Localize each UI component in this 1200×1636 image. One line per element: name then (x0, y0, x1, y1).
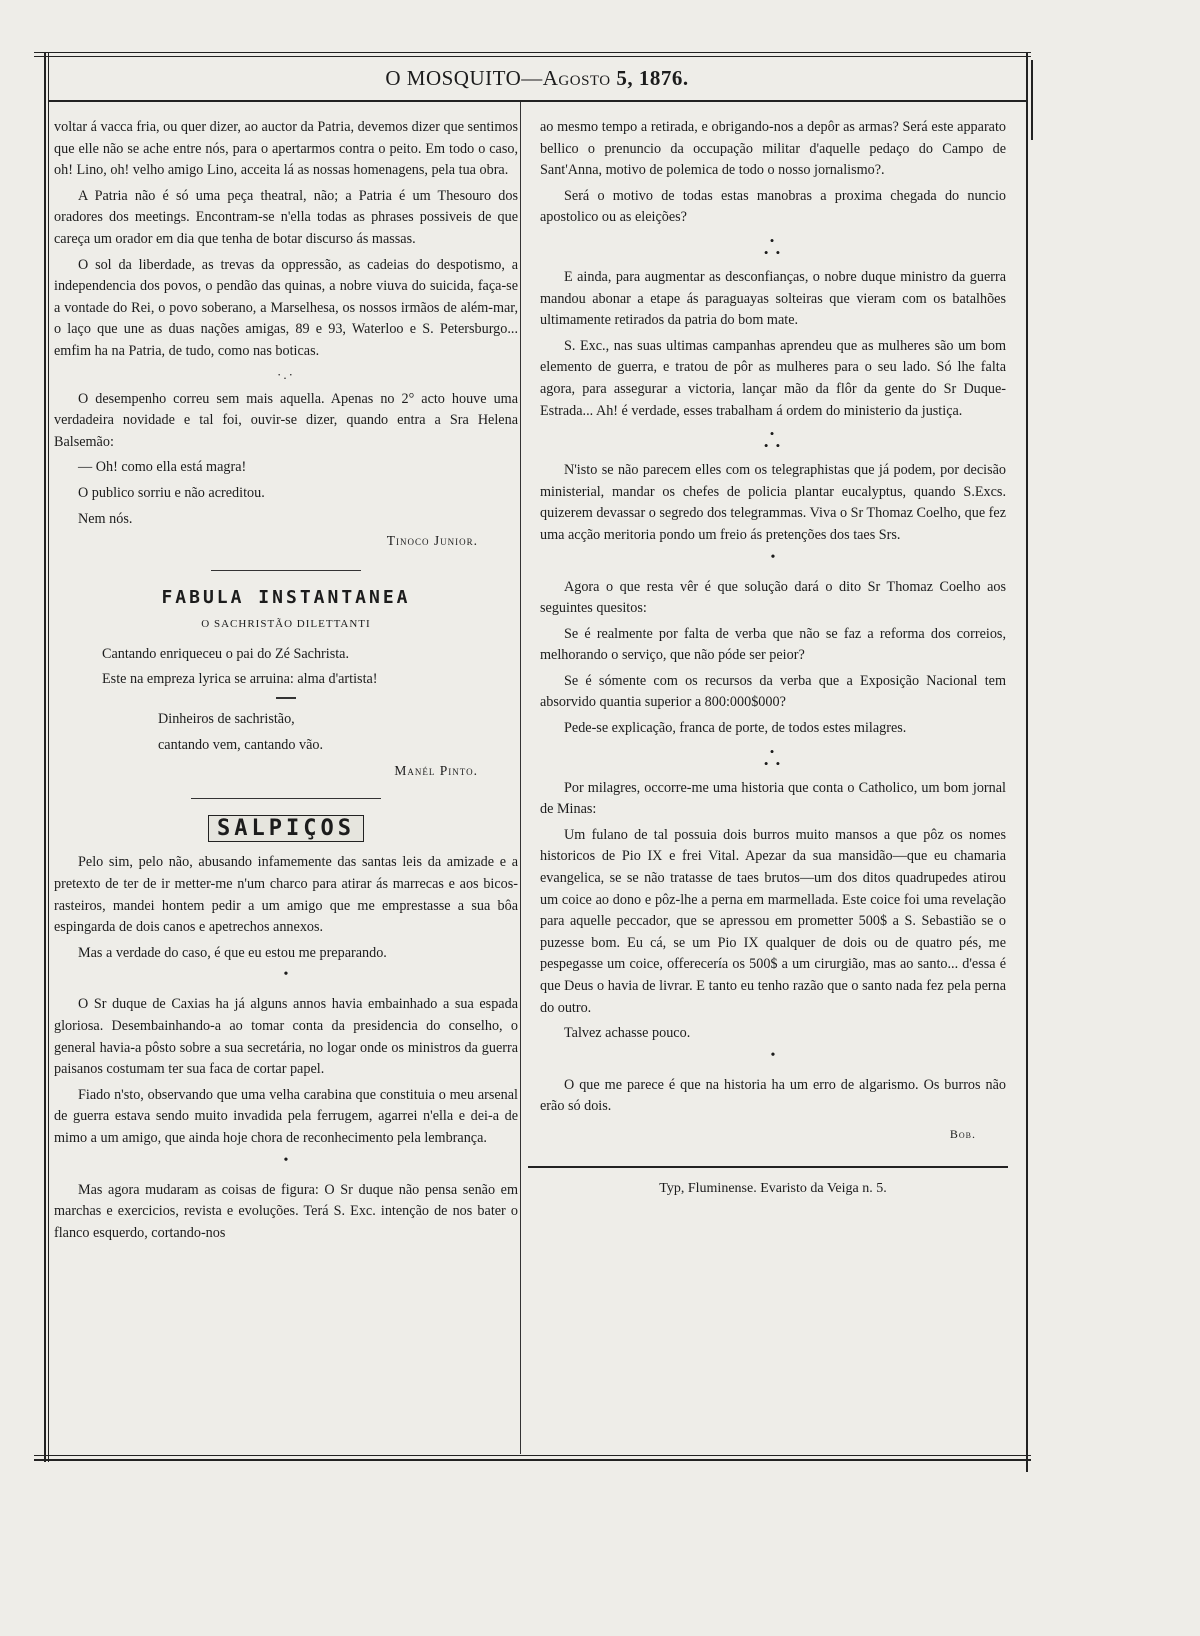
header-month: Agosto (542, 66, 611, 90)
paragraph: Mas agora mudaram as coisas de figura: O Sr duque não pensa senão em marchas e exercicios, revista e evoluções. Terá S. Exc. intenção de nos bater o flanco esquerdo, cortando-nos (54, 1181, 518, 1241)
paragraph: Um fulano de tal possuia dois burros muito mansos a que pôz os nomes historicos de Pio IX e frei Vital. Apezar da sua mansidão—que eu chamaria evangelica, se se não tratasse de taes brutos—um dos ditos quadrupedes atirou um coice ao dono e pôz-lhe a perna em marmellada. Este coice foi uma revelação para aquelle peccador, que se apressou em prometter 500$ a S. Sebastião se o puzesse bom. Eu cá, se um Pio IX qualquer de dois ou de quatro pés, me pespegasse um coice, offerecería os 500$ a um cirurgião, mas ao santo... d'essa é que Deus o havia de livrar. E tanto eu tenho razão que o santo nada fez pela perna do outro. (540, 826, 1006, 1016)
paragraph: N'isto se não parecem elles com os telegraphistas que já podem, por decisão ministerial, mandar os chefes de policia plantar eucalyptus, quando S.Excs. quizerem devassar o segredo dos telegrammas. Viva o Sr Thomaz Coelho, que fez uma acção meritoria pondo um freio ás pretenções dos taes Srs. (540, 462, 1006, 543)
verse-line: Este na empreza lyrica se arruina: alma d'artista! (102, 671, 378, 688)
paragraph: Pelo sim, pelo não, abusando infamemente das santas leis da amizade e a pretexto de ter de ir metter-me n'um charco para atirar ás marrecas e aos bicos-rasteiros, mandei hontem pedir a um amigo que me emprestasse a sua bôa espingarda de dois canos e apetrechos annexos. (54, 854, 518, 936)
separator-dots: ·.· (277, 366, 295, 382)
paragraph: Se é realmente por falta de verba que não se faz a reforma dos correios, melhorando o serviço, que não póde ser peior? (540, 625, 1006, 664)
paragraph: Mas a verdade do caso, é que eu estou me preparando. (78, 944, 387, 961)
column-divider (520, 102, 521, 1454)
paragraph: Se é sómente com os recursos da verba que a Exposição Nacional tem absorvido quantia superior a 800:000$000? (540, 672, 1006, 711)
frame-rule (48, 52, 49, 1462)
paragraph: Será o motivo de todas estas manobras a proxima chegada do nuncio apostolico ou as eleições? (540, 187, 1006, 226)
paragraph: Fiado n'sto, observando que uma velha carabina que constituia o meu arsenal de guerra estava sendo muito invadida pela ferrugem, agarrei n'ella e dei-a de mimo a um amigo, que ainda hoje chora de reconhecimento pela lembrança. (54, 1086, 518, 1146)
frame-rule (34, 1459, 1031, 1461)
paragraph: Agora o que resta vêr é que solução dará o dito Sr Thomaz Coelho aos seguintes quesitos: (540, 578, 1006, 617)
frame-rule (34, 52, 1031, 53)
paragraph: Nem nós. (78, 510, 133, 527)
separator-asterism: • • • (763, 743, 783, 771)
paragraph: O publico sorriu e não acreditou. (78, 484, 265, 501)
paragraph: O Sr duque de Caxias ha já alguns annos havia embainhado a sua espada gloriosa. Desembainhando-a ao tomar conta da presidencia do conselho, o general havia-a pôsto sobre a sua secretária, no logar onde os ministros da guerra paisanos costumam ter sua faca de cortar papel. (54, 996, 518, 1078)
paragraph: — Oh! como ella está magra! (78, 459, 247, 476)
separator-asterism: • • • (763, 426, 783, 454)
frame-rule (44, 52, 46, 1462)
separator-dot: • (283, 967, 289, 983)
header-date: 5, 1876. (616, 66, 689, 90)
verse-line: Dinheiros de sachristão, (158, 711, 295, 728)
paragraph: Talvez achasse pouco. (564, 1025, 691, 1042)
verse-dash (276, 697, 296, 699)
separator-asterism: • • • (763, 232, 783, 260)
verse-line: cantando vem, cantando vão. (158, 736, 324, 753)
separator-dot: • (770, 1047, 776, 1063)
paragraph: O desempenho correu sem mais aquella. Apenas no 2° acto houve uma verdadeira novidade e tal foi, ouvir-se dizer, quando entra a Sra Helena Balsemão: (54, 390, 518, 450)
header-rule (48, 100, 1026, 102)
signature: Tinoco Junior. (386, 533, 478, 549)
paragraph: O que me parece é que na historia ha um erro de algarismo. Os burros não erão só dois. (540, 1076, 1006, 1115)
separator-dot: • (283, 1152, 289, 1168)
page-header (48, 60, 1026, 100)
salpicos-title: SALPIÇOS (208, 815, 364, 843)
paragraph: S. Exc., nas suas ultimas campanhas aprendeu que as mulheres são um bom elemento de guerra, e tratou de pôr as mulheres para o seu lado. Só lhe falta agora, para assegurar a victoria, lançar mão da flôr da gente do Sr Duque-Estrada... Ah! é verdade, esses trabalham á ordem do ministerio da justiça. (540, 337, 1006, 419)
paragraph: ao mesmo tempo a retirada, e obrigando-nos a depôr as armas? Será este apparato bellico o prenuncio da occupação militar d'aquelle pedaço do Campo de Sant'Anna, motivo de polemica de todo o nosso jornalismo?. (540, 119, 1006, 179)
right-column (540, 117, 1006, 1199)
printer-imprint: Typ, Fluminense. Evaristo da Veiga n. 5. (659, 1180, 887, 1196)
frame-rule (1031, 60, 1033, 140)
frame-rule (1026, 52, 1028, 1472)
section-rule (191, 798, 381, 799)
frame-rule (34, 1455, 1031, 1456)
frame-rule (34, 56, 1031, 57)
paragraph: voltar á vacca fria, ou quer dizer, ao auctor da Patria, devemos dizer que sentimos que elle não se ache entre nós, para o apertarmos contra o peito. Em todo o caso, oh! Lino, oh! velho amigo Lino, acceita lá as nossas homenagens, pela tua obra. (54, 119, 518, 179)
verse-line: Cantando enriqueceu o pai do Zé Sachrista. (102, 645, 350, 662)
paragraph: E ainda, para augmentar as desconfianças, o nobre duque ministro da guerra mandou abonar a etape ás paraguayas solteiras que vieram com os batalhões ultimamente retirados da patria do bom mate. (540, 268, 1006, 329)
section-subtitle: O SACHRISTÃO DILETTANTI (201, 618, 371, 631)
paragraph: Pede-se explicação, franca de porte, de todos estes milagres. (564, 720, 907, 737)
section-title-ornament (54, 815, 518, 843)
section-title: FABULA INSTANTANEA (161, 586, 411, 608)
signature: Bob. (949, 1126, 976, 1141)
signature: Manél Pinto. (394, 763, 478, 779)
left-column (54, 117, 518, 1248)
paragraph: Por milagres, occorre-me uma historia que conta o Catholico, um bom jornal de Minas: (540, 779, 1006, 818)
section-rule (211, 570, 361, 571)
closing-rule (528, 1166, 1008, 1168)
header-title: O MOSQUITO— (385, 66, 543, 90)
paragraph: A Patria não é só uma peça theatral, não; a Patria é um Thesouro dos oradores dos meetings. Encontram-se n'ella todas as phrases possiveis de que careça um orador em dia que tenha de botar discurso ás massas. (54, 187, 518, 247)
paragraph: O sol da liberdade, as trevas da oppressão, as cadeias do despotismo, a independencia dos povos, o pendão das quinas, a nobre viuva do suicida, faça-se a vontade do Rei, o povo soberano, a Marselhesa, os nossos irmãos de além-mar, o laço que une as duas nações amigas, 89 e 93, Waterloo e S. Petersburgo... emfim ha na Patria, de tudo, como nas boticas. (54, 256, 518, 359)
separator-dot: • (770, 549, 776, 565)
